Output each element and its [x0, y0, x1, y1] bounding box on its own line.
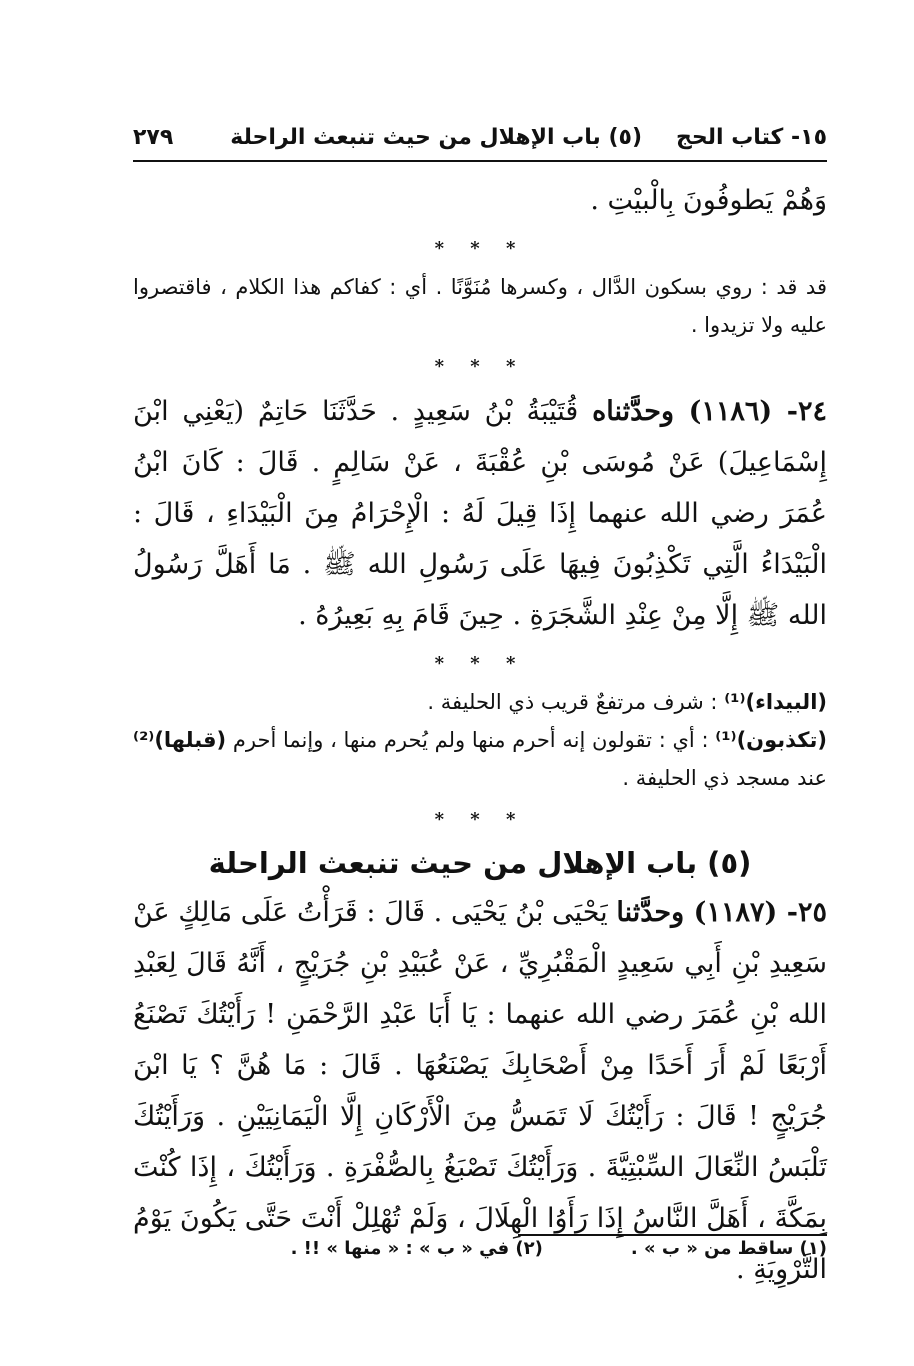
separator-stars: * * *	[434, 238, 526, 259]
separator-stars: * * *	[434, 809, 526, 830]
footnote-1: (١) ساقط من « ب » .	[630, 1238, 827, 1259]
gloss-text: : أي : تقولون إنه أحرم منها ولم يُحرم منها ، وإنما أحرم	[232, 728, 709, 752]
hadith-24	[133, 386, 827, 641]
hadith-text: قُتَيْبَةُ بْنُ سَعِيدٍ . حَدَّثَنَا حَاتِمٌ (يَعْنِي ابْنَ إِسْمَاعِيلَ) عَنْ مُوسَى بْنِ عُقْبَةَ ، عَنْ سَالِمٍ . قَالَ : كَانَ ابْنُ عُمَرَ رضي الله عنهما إِذَا قِيلَ لَهُ : الْإِحْرَامُ مِنَ الْبَيْدَاءِ ، قَالَ : الْبَيْدَاءُ الَّتِي تَكْذِبُونَ فِيهَا عَلَى رَسُولِ الله ﷺ . مَا أَهَلَّ رَسُولُ الله ﷺ إِلَّا مِنْ عِنْدِ الشَّجَرَةِ . حِينَ قَامَ بِهِ بَعِيرُهُ .	[133, 396, 827, 631]
running-header	[133, 120, 827, 162]
opening-line: وَهُمْ يَطوفُونَ بِالْبيْتِ .	[590, 185, 827, 216]
section-title: (٥) باب الإهلال من حيث تنبعث الراحلة	[230, 125, 643, 150]
gloss-label: (قبلها)⁽²⁾	[133, 728, 227, 752]
gloss-label: (تكذبون)⁽¹⁾	[715, 728, 827, 752]
page-body	[133, 120, 827, 1295]
footnotes	[133, 1232, 827, 1266]
separator-stars: * * *	[434, 356, 526, 377]
gloss-text: : شرف مرتفعٌ قريب ذي الحليفة .	[427, 690, 718, 714]
page-number: ٢٧٩	[133, 125, 174, 150]
gloss-label: (البيداء)⁽¹⁾	[724, 690, 827, 714]
chapter-heading: (٥) باب الإهلال من حيث تنبعث الراحلة	[208, 846, 752, 880]
gloss-takdhibun	[133, 721, 827, 797]
gloss-baida	[133, 683, 827, 721]
commentary-paragraph: قد قد : روي بسكون الدَّال ، وكسرها مُنَوَّنًا . أي : كفاكم هذا الكلام ، فاقتصروا عليه ولا تزيدوا .	[133, 275, 827, 337]
book-chapter-title: ١٥- كتاب الحج	[676, 125, 827, 150]
separator-stars: * * *	[434, 653, 526, 674]
gloss-text: عند مسجد ذي الحليفة .	[622, 766, 827, 790]
hadith-text: يَحْيَى بْنُ يَحْيَى . قَالَ : قَرَأْتُ عَلَى مَالِكٍ عَنْ سَعِيدِ بْنِ أَبِي سَعِيدٍ الْمَقْبُرِيِّ ، عَنْ عُبَيْدِ بْنِ جُرَيْجٍ ، أَنَّهُ قَالَ لِعَبْدِ الله بْنِ عُمَرَ رضي الله عنهما : يَا أَبَا عَبْدِ الرَّحْمَنِ ! رَأَيْتُكَ تَصْنَعُ أَرْبَعًا لَمْ أَرَ أَحَدًا مِنْ أَصْحَابِكَ يَصْنَعُهَا . قَالَ : مَا هُنَّ ؟ يَا ابْنَ جُرَيْجٍ ! قَالَ : رَأَيْتُكَ لَا تَمَسُّ مِنَ الْأَرْكَانِ إِلَّا الْيَمَانِيَيْنِ . وَرَأَيْتُكَ تَلْبَسُ النِّعَالَ السِّبْتِيَّةَ . وَرَأَيْتُكَ تَصْبَغُ بِالصُّفْرَةِ . وَرَأَيْتُكَ ، إِذَا كُنْتَ بِمَكَّةَ ، أَهَلَّ النَّاسُ إِذَا رَأَوُا الْهِلَالَ ، وَلَمْ تُهْلِلْ أَنْتَ حَتَّى يَكُونَ يَوْمُ التَّرْوِيَةِ .	[133, 897, 827, 1285]
footnote-2: (٢) في « ب » : « منها » !! .	[290, 1238, 543, 1259]
hadith-number: ٢٥- (١١٨٧) وحدَّثنا	[616, 897, 828, 928]
header-titles	[230, 120, 827, 156]
hadith-number: ٢٤- (١١٨٦) وحدَّثناه	[592, 396, 827, 427]
